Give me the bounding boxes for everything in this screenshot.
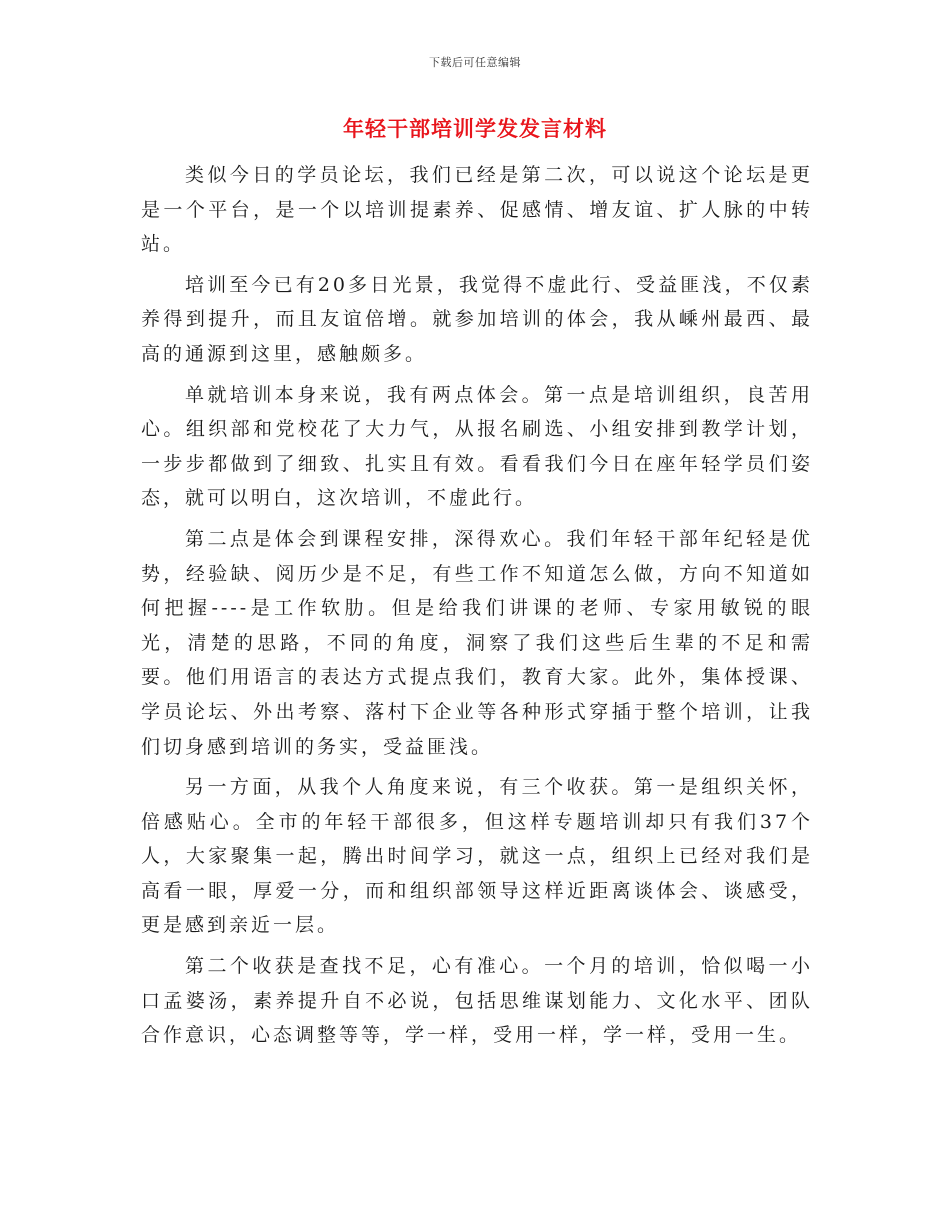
- paragraph-5: 另一方面，从我个人角度来说，有三个收获。第一是组织关怀，倍感贴心。全市的年轻干部很多，但这样专题培训却只有我们37个人，大家聚集一起，腾出时间学习，就这一点，组织上已经对我们是高看一眼，厚爱一分，而和组织部领导这样近距离谈体会、谈感受，更是感到亲近一层。: [141, 776, 813, 937]
- paragraph-3: 单就培训本身来说，我有两点体会。第一点是培训组织，良苦用心。组织部和党校花了大力气，从报名刷选、小组安排到教学计划，一步步都做到了细致、扎实且有效。看看我们今日在座年轻学员们姿态，就可以明白，这次培训，不虚此行。: [141, 383, 813, 510]
- page-header: 下载后可任意编辑: [429, 56, 521, 69]
- paragraph-6: 第二个收获是查找不足，心有准心。一个月的培训，恰似喝一小口孟婆汤，素养提升自不必说，包括思维谋划能力、文化水平、团队合作意识，心态调整等等，学一样，受用一样，学一样，受用一生。: [141, 955, 813, 1047]
- paragraph-2: 培训至今已有20多日光景，我觉得不虚此行、受益匪浅，不仅素养得到提升，而且友谊倍增。就参加培训的体会，我从嵊州最西、最高的通源到这里，感触颇多。: [141, 273, 813, 365]
- paragraph-4: 第二点是体会到课程安排，深得欢心。我们年轻干部年纪轻是优势，经验缺、阅历少是不足，有些工作不知道怎么做，方向不知道如何把握----是工作软肋。但是给我们讲课的老师、专家用敏锐的眼光，清楚的思路，不同的角度，洞察了我们这些后生辈的不足和需要。他们用语言的表达方式提点我们，教育大家。此外，集体授课、学员论坛、外出考察、落村下企业等各种形式穿插于整个培训，让我们切身感到培训的务实，受益匪浅。: [141, 527, 813, 758]
- paragraph-1: 类似今日的学员论坛，我们已经是第二次，可以说这个论坛是更是一个平台，是一个以培训提素养、促感情、增友谊、扩人脉的中转站。: [141, 164, 813, 256]
- document-title: 年轻干部培训学发发言材料: [343, 117, 607, 141]
- document-body: [141, 158, 813, 1059]
